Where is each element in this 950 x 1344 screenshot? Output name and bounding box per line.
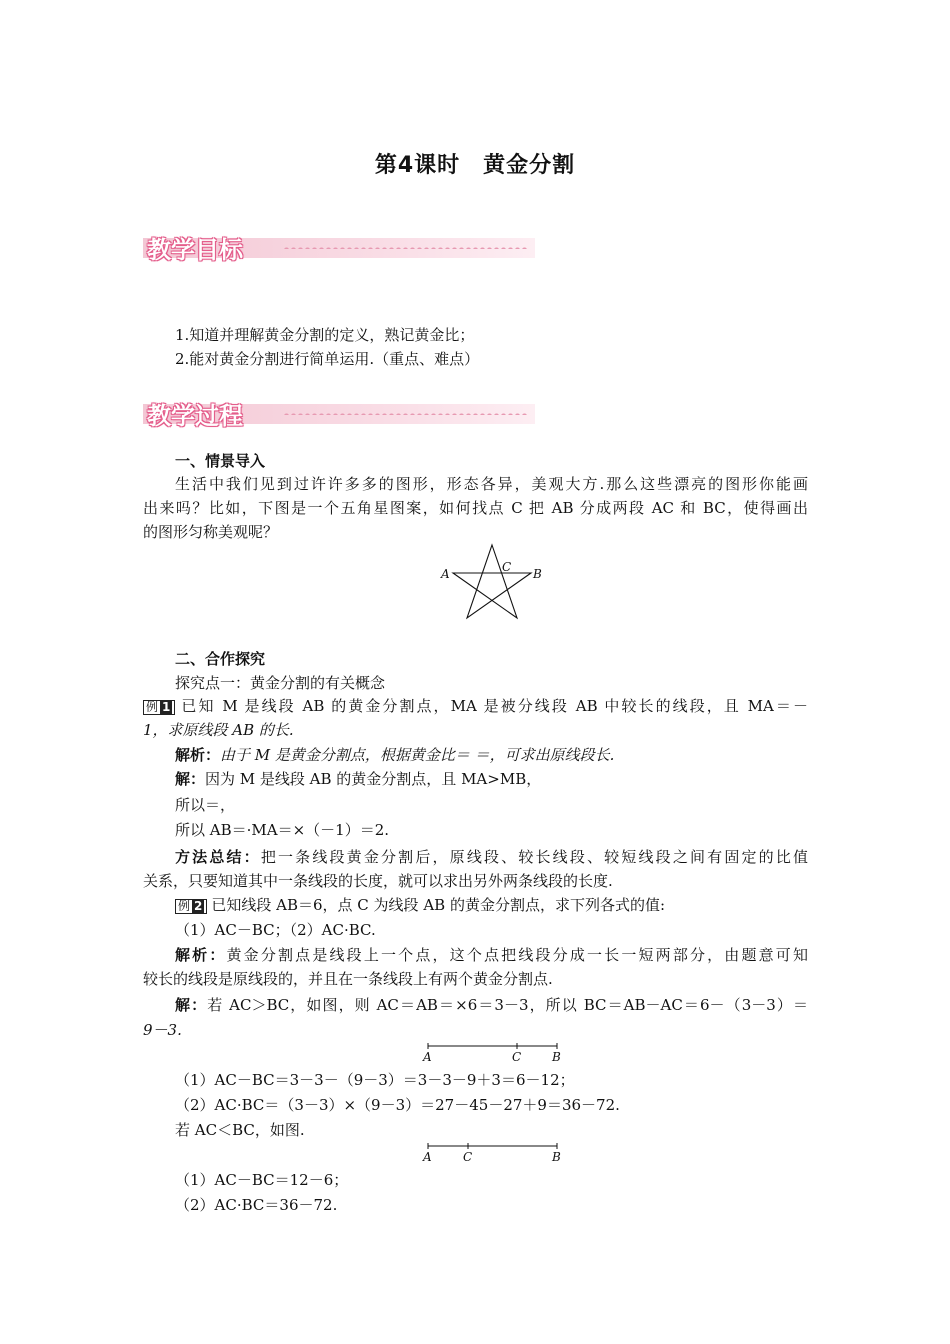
example-2-line: 例 2 已知线段 AB＝6，点 C 为线段 AB 的黄金分割点，求下列各式的值: xyxy=(143,893,808,917)
section-heading: 教学目标 xyxy=(147,236,243,264)
goal-item: 2.能对黄金分割进行简单运用.（重点、难点） xyxy=(175,350,480,368)
example-2-questions: （1）AC－BC；（2）AC·BC. xyxy=(175,921,376,939)
point-label-c: C xyxy=(512,1050,522,1064)
solution-line: 解：因为 M 是线段 AB 的黄金分割点，且 MA>MB， xyxy=(175,770,542,788)
pentagram-figure xyxy=(438,540,548,624)
point-label-a: A xyxy=(423,1150,432,1164)
part-heading: 二、合作探究 xyxy=(175,650,266,668)
analysis-line: 解析：黄金分割点是线段上一个点，这个点把线段分成一长一短两部分，由题意可知 xyxy=(175,946,808,964)
analysis-line: 解析：由于 M 是黄金分割点，根据黄金比＝ ＝，可求出原线段长. xyxy=(175,746,615,764)
segment-figure-1 xyxy=(418,1040,568,1066)
page-title: 第4课时 黄金分割 xyxy=(374,153,576,178)
solution-line: 9－3. xyxy=(143,1021,182,1039)
result-line: （1）AC－BC＝12－6； xyxy=(175,1171,349,1189)
example-1-line: 例 1 已知 M 是线段 AB 的黄金分割点，MA 是被分线段 AB 中较长的线段，且 MA＝－ xyxy=(143,694,808,718)
point-label-a: A xyxy=(423,1050,432,1064)
example-badge: 例 1 xyxy=(143,700,175,715)
solution-line: 解：若 AC＞BC，如图，则 AC＝AB＝×6＝3－3，所以 BC＝AB－AC＝6－（3－3）＝ xyxy=(175,996,808,1014)
paragraph-line: 生活中我们见到过许许多多的图形，形态各异，美观大方.那么这些漂亮的图形你能画 xyxy=(175,475,808,493)
pentagram-star xyxy=(453,545,531,618)
topic-line: 探究点一：黄金分割的有关概念 xyxy=(175,674,386,692)
solution-step: 所以 AB＝·MA＝×（－1）＝2. xyxy=(175,821,390,839)
point-label-c: C xyxy=(502,560,512,574)
point-label-b: B xyxy=(552,1050,561,1064)
paragraph-line: 出来吗？比如，下图是一个五角星图案，如何找点 C 把 AB 分成两段 AC 和 BC，使得画出 xyxy=(143,499,808,517)
method-summary-line: 关系，只要知道其中一条线段的长度，就可以求出另外两条线段的长度. xyxy=(143,872,613,890)
example-1-line: 1，求原线段 AB 的长. xyxy=(143,721,294,739)
paragraph-line: 的图形匀称美观呢？ xyxy=(143,523,279,541)
segment-figure-2 xyxy=(418,1140,568,1166)
result-line: （1）AC－BC＝3－3－（9－3）＝3－3－9＋3＝6－12； xyxy=(175,1071,575,1089)
case-line: 若 AC＜BC，如图. xyxy=(175,1121,305,1139)
point-label-b: B xyxy=(533,567,542,581)
solution-step: 所以＝， xyxy=(175,796,236,814)
point-label-c: C xyxy=(463,1150,473,1164)
section-banner-goals xyxy=(143,232,535,264)
section-banner-process xyxy=(143,398,535,430)
result-line: （2）AC·BC＝（3－3）×（9－3）＝27－45－27＋9＝36－72. xyxy=(175,1096,620,1114)
analysis-line: 较长的线段是原线段的，并且在一条线段上有两个黄金分割点. xyxy=(143,970,553,988)
method-summary-line: 方法总结：把一条线段黄金分割后，原线段、较长线段、较短线段之间有固定的比值 xyxy=(175,848,808,866)
point-label-a: A xyxy=(441,567,450,581)
section-heading: 教学过程 xyxy=(147,402,243,430)
example-badge: 例 2 xyxy=(175,899,207,914)
part-heading: 一、情景导入 xyxy=(175,452,266,470)
goal-item: 1.知道并理解黄金分割的定义，熟记黄金比； xyxy=(175,326,475,344)
point-label-b: B xyxy=(552,1150,561,1164)
result-line: （2）AC·BC＝36－72. xyxy=(175,1196,338,1214)
